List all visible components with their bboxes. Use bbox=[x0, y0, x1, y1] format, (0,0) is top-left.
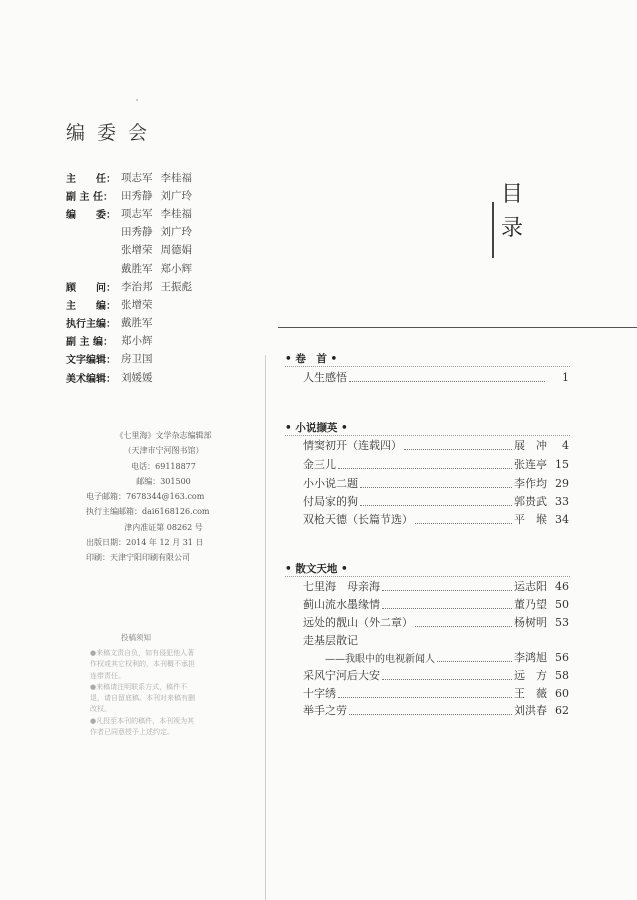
board-name: 项志军 bbox=[121, 207, 153, 220]
toc-entry-title: 人生感悟 bbox=[303, 371, 347, 384]
toc-entry-author: 李作均 bbox=[514, 477, 547, 490]
board-role: 顾 问： bbox=[66, 282, 116, 294]
toc-entry-title: 举手之劳 bbox=[303, 704, 347, 717]
toc-entry-title: 付局家的狗 bbox=[303, 495, 358, 508]
toc-entry[interactable] bbox=[303, 511, 569, 527]
board-name: 张增荣 bbox=[121, 298, 153, 311]
toc-entry[interactable] bbox=[303, 614, 569, 630]
board-row bbox=[66, 223, 266, 241]
board-name: 郑小辉 bbox=[160, 262, 192, 275]
editorial-office: 《七里海》文学杂志编辑部 bbox=[115, 431, 212, 440]
toc-heading bbox=[501, 178, 529, 246]
toc-entry[interactable] bbox=[303, 437, 569, 453]
toc-entry-author: 杨树明 bbox=[514, 616, 547, 629]
office-affiliation: （天津市宁河图书馆） bbox=[123, 446, 204, 456]
toc-entry-author: 董乃望 bbox=[514, 598, 547, 611]
toc-entry-title: 情窦初开（连载四） bbox=[303, 439, 402, 452]
leader-dots bbox=[360, 497, 512, 506]
board-row bbox=[66, 186, 266, 204]
editorial-board-title: 编委会 bbox=[66, 122, 160, 144]
toc-entry-page: 4 bbox=[562, 438, 569, 452]
board-role: 副 主 任： bbox=[66, 191, 113, 203]
toc-entry-author: 展 冲 bbox=[514, 439, 547, 452]
section-title: • 卷 首 • bbox=[285, 353, 338, 365]
board-role: 编 委： bbox=[66, 209, 116, 221]
board-name: 郑小辉 bbox=[121, 335, 153, 348]
toc-entry[interactable] bbox=[303, 596, 569, 612]
board-name: 刘广玲 bbox=[160, 189, 192, 202]
toc-entry-page: 46 bbox=[555, 579, 569, 593]
notice-title: 投稿须知 bbox=[121, 633, 151, 642]
toc-entry-page: 60 bbox=[555, 686, 569, 700]
toc-heading-char: 目 bbox=[501, 182, 524, 207]
board-role: 执行主编： bbox=[66, 319, 116, 331]
board-name: 刘广玲 bbox=[160, 226, 192, 239]
scan-speck bbox=[136, 99, 138, 101]
toc-entry-page: 1 bbox=[562, 370, 569, 384]
board-row bbox=[66, 314, 266, 332]
toc-entry-page: 33 bbox=[555, 494, 569, 508]
board-row bbox=[66, 295, 266, 313]
board-row bbox=[66, 350, 266, 368]
board-role: 主 编： bbox=[66, 300, 116, 312]
board-name: 周德娟 bbox=[160, 244, 192, 257]
toc-entry-page: 62 bbox=[555, 703, 569, 717]
postcode: 邮编：301500 bbox=[136, 476, 191, 486]
board-row bbox=[66, 168, 266, 186]
notice-paragraph: ●凡投至本刊的稿件，本刊视为其作者已同意授予上述约定。 bbox=[90, 716, 195, 737]
toc-entry-author: 张连亭 bbox=[514, 458, 547, 471]
board-name: 戴胜军 bbox=[121, 262, 153, 275]
toc-entry[interactable] bbox=[303, 667, 569, 683]
toc-entry-title: 蓟山流水墨缘情 bbox=[303, 598, 380, 611]
toc-entry-page: 50 bbox=[555, 597, 569, 611]
toc-entry-author: 郭贵武 bbox=[514, 495, 547, 508]
toc-entry[interactable] bbox=[303, 685, 569, 701]
toc-entry-author: 李鸿旭 bbox=[514, 651, 547, 664]
board-row bbox=[66, 241, 266, 259]
toc-entry-title: 走基层散记 bbox=[303, 634, 358, 647]
board-name: 田秀静 bbox=[121, 189, 153, 202]
leader-dots bbox=[415, 515, 512, 524]
leader-dots bbox=[338, 689, 512, 698]
leader-dots bbox=[349, 706, 512, 715]
leader-dots bbox=[382, 671, 512, 680]
toc-entry-title: 金三儿 bbox=[303, 458, 336, 471]
toc-entry[interactable] bbox=[303, 649, 569, 665]
board-name: 李桂福 bbox=[160, 171, 192, 184]
board-row bbox=[66, 332, 266, 350]
column-divider bbox=[265, 355, 266, 900]
board-row bbox=[66, 277, 266, 295]
board-name: 张增荣 bbox=[121, 244, 153, 257]
section-title: • 小说撷英 • bbox=[285, 422, 348, 434]
toc-entry-page: 53 bbox=[555, 615, 569, 629]
editor-email: 执行主编邮箱：dai6168126.com bbox=[86, 507, 210, 517]
board-name: 李治邦 bbox=[121, 280, 153, 293]
toc-entry[interactable] bbox=[303, 578, 569, 594]
section-title: • 散文天地 • bbox=[285, 563, 348, 575]
toc-entry[interactable] bbox=[303, 632, 569, 648]
toc-entry-title: 远处的靓山（外二章） bbox=[303, 616, 413, 629]
toc-entry-page: 15 bbox=[555, 457, 569, 471]
toc-entry[interactable] bbox=[303, 475, 569, 491]
toc-entry-page: 58 bbox=[555, 668, 569, 682]
toc-heading-char: 录 bbox=[501, 216, 524, 241]
notice-paragraph: ●来稿文责自负，如有侵犯他人著作权或其它权利的，本刊概不承担连带责任。 bbox=[90, 649, 195, 680]
toc-entry[interactable] bbox=[303, 369, 569, 385]
board-name: 项志军 bbox=[121, 171, 153, 184]
phone: 电话：69118877 bbox=[131, 461, 196, 471]
board-row bbox=[66, 368, 266, 386]
leader-dots bbox=[382, 600, 512, 609]
heading-bar bbox=[492, 202, 494, 258]
leader-dots bbox=[349, 373, 545, 382]
email: 电子邮箱：7678344@163.com bbox=[86, 492, 205, 502]
toc-entry-title: 采风宁河后大安 bbox=[303, 669, 380, 682]
toc-entry-author: 平 堠 bbox=[514, 513, 547, 526]
toc-entry-page: 34 bbox=[555, 512, 569, 526]
printer: 印刷：天津宁阳印刷有限公司 bbox=[86, 553, 190, 563]
permit-number: 津内准证第 08262 号 bbox=[124, 522, 203, 532]
toc-entry-page: 56 bbox=[555, 650, 569, 664]
board-row bbox=[66, 204, 266, 222]
leader-dots bbox=[382, 582, 512, 591]
board-name: 刘媛媛 bbox=[121, 371, 153, 384]
publication-info bbox=[86, 428, 241, 566]
toc-entry[interactable] bbox=[303, 493, 569, 509]
section-rule bbox=[285, 576, 570, 577]
board-name: 房卫国 bbox=[121, 353, 153, 366]
header-rule bbox=[278, 327, 637, 328]
editorial-board-list bbox=[66, 168, 266, 386]
toc-entry-author: 远 方 bbox=[514, 669, 547, 682]
board-name: 戴胜军 bbox=[121, 317, 153, 330]
toc-entry[interactable] bbox=[303, 456, 569, 472]
toc-entry-title: 小小说二题 bbox=[303, 477, 358, 490]
board-role: 美术编辑： bbox=[66, 373, 116, 385]
board-role: 文字编辑： bbox=[66, 355, 116, 367]
toc-entry-title: 十字绣 bbox=[303, 687, 336, 700]
board-role: 主 任： bbox=[66, 173, 116, 185]
board-name: 李桂福 bbox=[160, 207, 192, 220]
leader-dots bbox=[338, 460, 512, 469]
leader-dots bbox=[415, 618, 512, 627]
submission-notice bbox=[90, 648, 198, 738]
toc-entry-title: 七里海 母亲海 bbox=[303, 580, 380, 593]
leader-dots bbox=[404, 441, 512, 450]
board-name: 田秀静 bbox=[121, 226, 153, 239]
section-rule bbox=[285, 435, 570, 436]
board-name: 王振彪 bbox=[160, 280, 192, 293]
section-rule bbox=[285, 366, 570, 367]
toc-entry-subtitle: ——我眼中的电视新闻人 bbox=[325, 653, 435, 665]
leader-dots bbox=[437, 653, 512, 662]
leader-dots bbox=[360, 479, 512, 488]
toc-entry[interactable] bbox=[303, 702, 569, 718]
board-row bbox=[66, 259, 266, 277]
board-role: 副 主 编： bbox=[66, 337, 113, 349]
toc-entry-page: 29 bbox=[555, 476, 569, 490]
toc-entry-author: 王 薇 bbox=[514, 687, 547, 700]
publication-date: 出版日期：2014 年 12 月 31 日 bbox=[86, 538, 204, 548]
toc-entry-author: 运志阳 bbox=[514, 580, 547, 593]
notice-paragraph: ●来稿请注明联系方式，稿件不退，请自留底稿。本刊对来稿有删改权。 bbox=[90, 682, 195, 714]
toc-entry-author: 刘洪春 bbox=[514, 704, 547, 717]
toc-entry-title: 双枪天德（长篇节选） bbox=[303, 513, 413, 526]
